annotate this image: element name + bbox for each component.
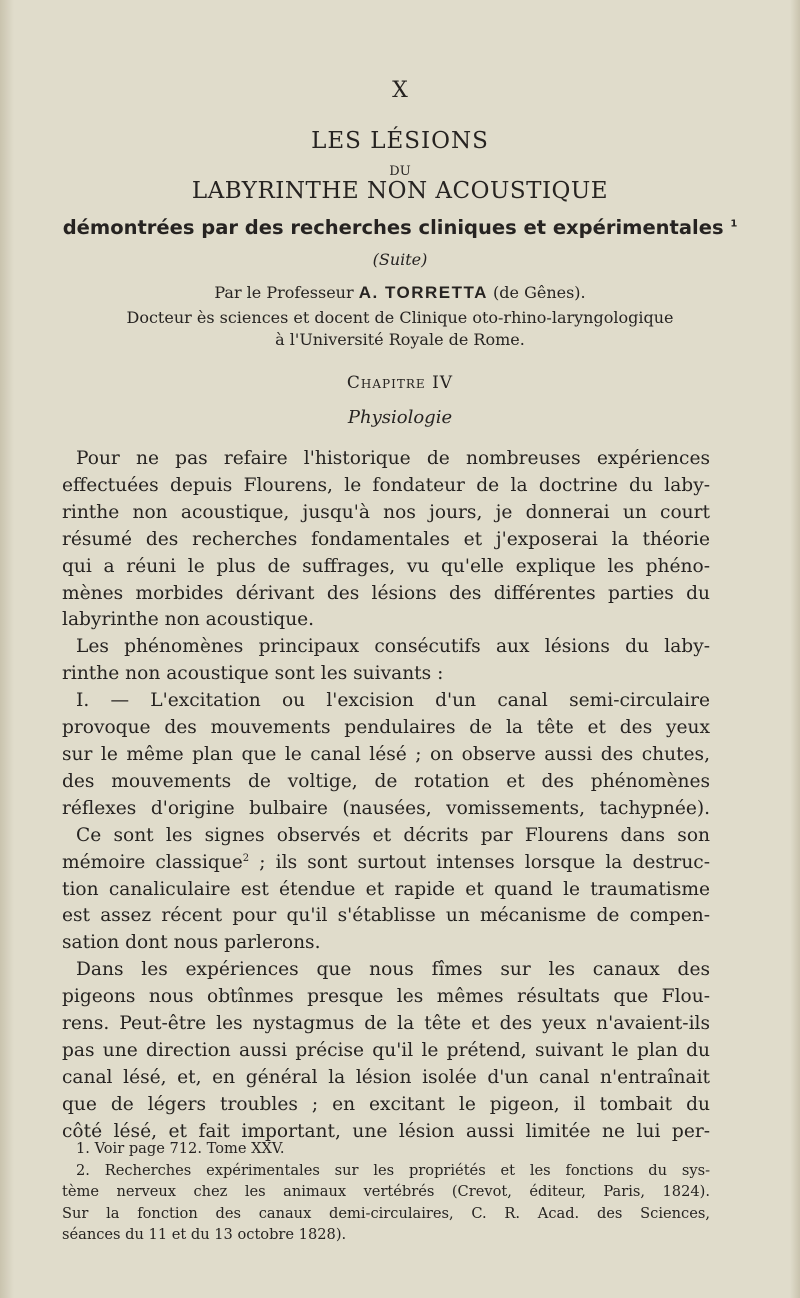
- footnote-line: 1. Voir page 712. Tome XXV.: [76, 1140, 285, 1157]
- subtitle-text: démontrées par des recherches cliniques et expérimentales: [62, 216, 724, 239]
- subtitle: [0, 216, 800, 239]
- body-line: sation dont nous parlerons.: [62, 932, 321, 954]
- title-line-2: LABYRINTHE NON ACOUSTIQUE: [191, 178, 609, 204]
- footnotes: [62, 1138, 710, 1246]
- body-line: Ce sont les signes observés et décrits par Flourens dans son: [76, 824, 710, 846]
- body-line: côté lésé, et fait important, une lésion aussi limitée ne lui per-: [62, 1120, 710, 1142]
- footnote-line: séances du 11 et du 13 octobre 1828).: [62, 1226, 347, 1244]
- body-line: Dans les expériences que nous fîmes sur les canaux des: [76, 959, 710, 981]
- body-line: canal lésé, et, en général la lésion isolée d'un canal n'entraînait: [62, 1066, 710, 1088]
- body-line: pas une direction aussi précise qu'il le prétend, suivant le plan du: [62, 1039, 710, 1061]
- author-prefix: Par le Professeur: [214, 283, 354, 302]
- body-line: pigeons nous obtînmes presque les mêmes résultats que Flou-: [62, 986, 710, 1008]
- body-line: résumé des recherches fondamentales et j'exposerai la théorie: [62, 528, 710, 550]
- body-line: est assez récent pour qu'il s'établisse un mécanisme de compen-: [62, 905, 710, 927]
- body-segment: ; ils sont surtout intenses lorsque la destruc-: [259, 851, 710, 873]
- chapter-numeral: X: [392, 78, 408, 103]
- body-line: provoque des mouvements pendulaires de la tête et des yeux: [62, 717, 710, 739]
- body-line: des mouvements de voltige, de rotation et des phénomènes: [62, 770, 710, 792]
- author-byline: [0, 283, 800, 303]
- author-name: A. TORRETTA: [358, 283, 488, 302]
- suite-label: (Suite): [372, 250, 428, 269]
- body-line: I. — L'excitation ou l'excision d'un canal semi-circulaire: [76, 690, 710, 712]
- author-origin: (de Gênes).: [493, 283, 586, 302]
- footnote-line: tème nerveux chez les animaux vertébrés (Crevot, éditeur, Paris, 1824).: [62, 1183, 710, 1201]
- footnote-line: 2. Recherches expérimentales sur les propriétés et les fonctions du sys-: [76, 1161, 710, 1179]
- body-text: [62, 446, 710, 1146]
- footnote-ref-2: 2: [242, 852, 250, 864]
- footnote-line: Sur la fonction des canaux demi-circulaires, C. R. Acad. des Sciences,: [62, 1204, 710, 1222]
- body-line: rens. Peut-être les nystagmus de la tête et des yeux n'avaient-ils: [62, 1013, 710, 1035]
- body-line: mènes morbides dérivant des lésions des différentes parties du: [62, 582, 710, 604]
- chapter-title: Physiologie: [347, 407, 453, 428]
- body-line: réflexes d'origine bulbaire (nausées, vomissements, tachypnée).: [62, 797, 710, 819]
- title-line-1: LES LÉSIONS: [311, 128, 489, 154]
- body-line: rinthe non acoustique sont les suivants :: [62, 663, 444, 685]
- body-line: Pour ne pas refaire l'historique de nombreuses expériences: [76, 448, 710, 469]
- body-line: tion canaliculaire est étendue et rapide et quand le traumatisme: [62, 878, 710, 900]
- body-line: Les phénomènes principaux consécutifs aux lésions du laby-: [76, 636, 710, 658]
- body-line: sur le même plan que le canal lésé ; on observe aussi des chutes,: [62, 743, 710, 765]
- chapter-label: Chapitre IV: [346, 373, 454, 393]
- body-line: que de légers troubles ; en excitant le pigeon, il tombait du: [62, 1093, 710, 1115]
- body-segment: mémoire classique: [62, 851, 243, 873]
- author-degree-1: Docteur ès sciences et docent de Clinique oto-rhino-laryngologique: [126, 308, 674, 327]
- body-line: qui a réuni le plus de suffrages, vu qu'elle explique les phéno-: [62, 555, 710, 577]
- subtitle-footnote-ref: 1: [730, 218, 738, 230]
- body-line: effectuées depuis Flourens, le fondateur de la doctrine du laby-: [62, 474, 710, 496]
- body-line-with-ref: [62, 850, 710, 877]
- body-line: rinthe non acoustique, jusqu'à nos jours, je donnerai un court: [62, 501, 710, 523]
- title-du: DU: [389, 164, 411, 179]
- body-line: labyrinthe non acoustique.: [62, 609, 315, 631]
- author-degree-2: à l'Université Royale de Rome.: [275, 330, 525, 349]
